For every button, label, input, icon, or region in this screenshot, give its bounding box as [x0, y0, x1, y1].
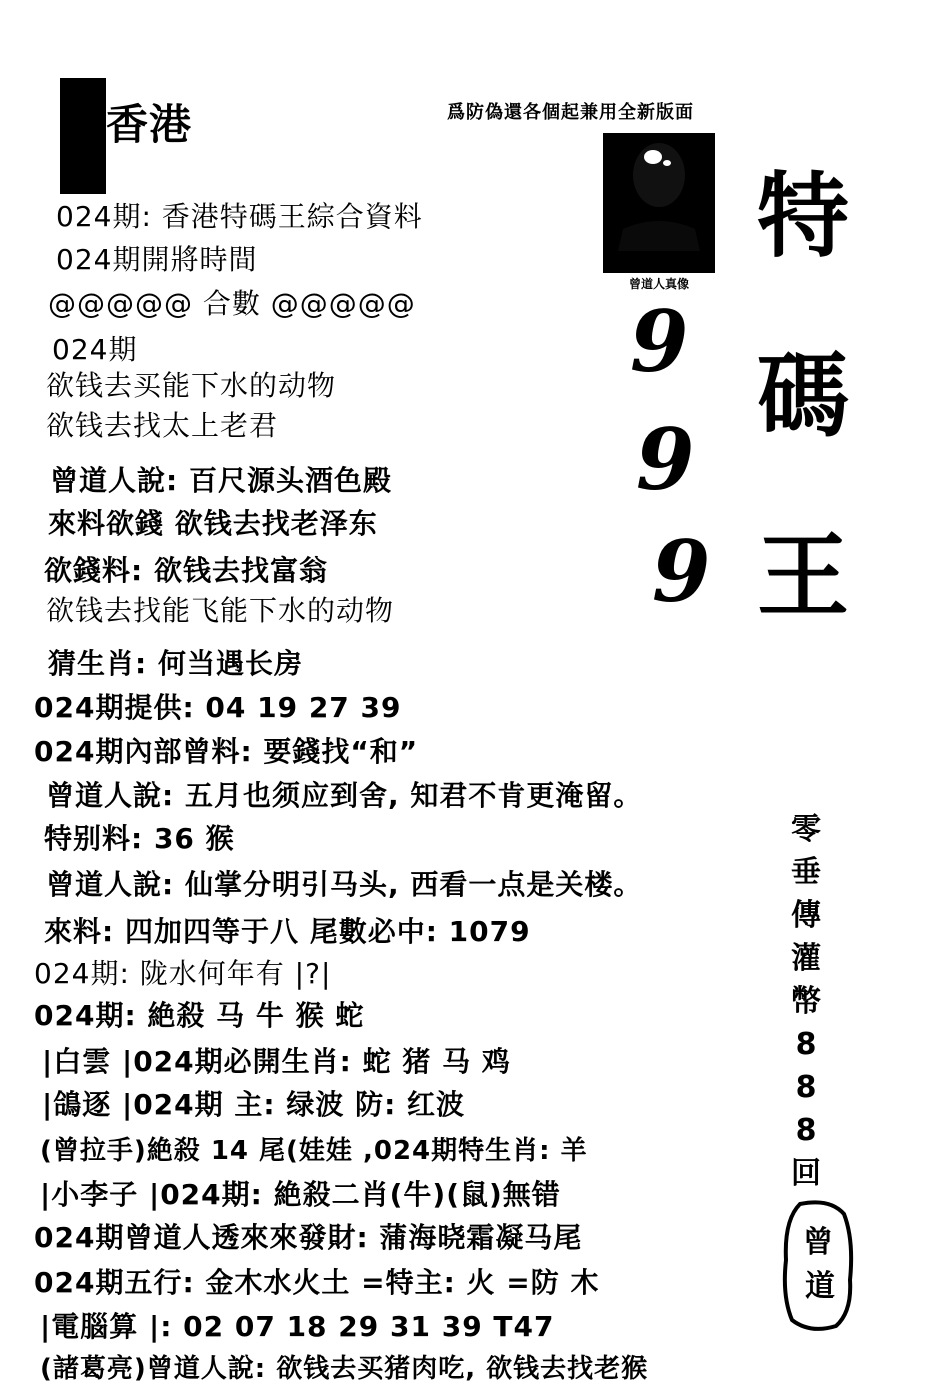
- text-line: |電腦算 |: 02 07 18 29 31 39 T47: [40, 1310, 555, 1343]
- hongkong-logo: [60, 78, 210, 196]
- text-line: @@@@@ 合數 @@@@@: [48, 287, 416, 320]
- svg-text:曾: 曾: [803, 1225, 833, 1260]
- portrait-silhouette-icon: [603, 133, 715, 273]
- text-line: 024期開將時間: [56, 243, 258, 276]
- text-line: (曾拉手)絶殺 14 尾(娃娃 ,024期特生肖: 羊: [40, 1136, 588, 1166]
- seal-stamp: [780, 1200, 856, 1332]
- text-line: 猜生肖: 何当遇长房: [48, 647, 303, 680]
- text-line: 欲钱去找太上老君: [46, 409, 279, 442]
- tag-char: 零: [791, 812, 821, 847]
- title-char-1: 特: [757, 162, 850, 270]
- tag-char: 傳: [791, 898, 821, 933]
- text-line: 曾道人說: 仙掌分明引马头, 西看一点是关楼。: [46, 868, 643, 901]
- text-line: |鴿逐 |024期 主: 绿波 防: 红波: [42, 1088, 466, 1121]
- text-line: 024期曾道人透來來發財: 蒲海晓霜凝马尾: [34, 1221, 583, 1254]
- text-line: 024期提供: 04 19 27 39: [34, 691, 402, 724]
- text-line: 024期內部曾料: 要錢找“和”: [34, 735, 419, 768]
- text-line: |白雲 |024期必開生肖: 蛇 猪 马 鸡: [42, 1045, 511, 1078]
- text-line: 曾道人說: 五月也须应到舍, 知君不肯更淹留。: [46, 779, 643, 812]
- text-line: 來料欲錢 欲钱去找老泽东: [48, 507, 378, 540]
- tag-char: 8: [795, 1113, 817, 1148]
- title-char-3: 王: [757, 522, 850, 630]
- tag-char: 垂: [791, 855, 821, 890]
- tag-char: 幣: [791, 984, 821, 1019]
- text-line: 024期: 陇水何年有 |?|: [34, 957, 332, 990]
- tag-char: 8: [795, 1027, 817, 1062]
- text-line: 024期五行: 金木水火土 =特主: 火 =防 木: [34, 1266, 600, 1299]
- text-line: 欲钱去买能下水的动物: [46, 369, 337, 402]
- vertical-tag: [786, 808, 826, 1195]
- nine-digit-2: 9: [636, 410, 695, 509]
- title-char-2: 碼: [757, 342, 850, 450]
- text-line: (諸葛亮)曾道人說: 欲钱去买猪肉吃, 欲钱去找老猴: [40, 1354, 649, 1384]
- text-line: 024期: [52, 333, 138, 366]
- tag-char: 灌: [791, 941, 821, 976]
- anti-counterfeit-notice: 爲防偽還各個起兼用全新版面: [447, 102, 694, 123]
- portrait-caption: 曾道人真像: [628, 277, 689, 291]
- nine-digit-1: 9: [630, 292, 689, 391]
- text-line: 欲钱去找能飞能下水的动物: [46, 594, 395, 627]
- seal-icon: [780, 1200, 856, 1332]
- text-line: |小李子 |024期: 絶殺二肖(牛)(鼠)無错: [40, 1178, 561, 1211]
- title-vertical: [757, 162, 850, 710]
- svg-text:道: 道: [805, 1269, 835, 1304]
- tag-char: 8: [795, 1070, 817, 1105]
- portrait-image: [603, 133, 715, 293]
- text-line: 024期: 絶殺 马 牛 猴 蛇: [34, 999, 365, 1032]
- text-line: 曾道人說: 百尺源头酒色殿: [50, 464, 392, 497]
- text-line: 特别料: 36 猴: [44, 822, 235, 855]
- logo-mark: [60, 78, 106, 194]
- text-line: 024期: 香港特碼王綜合資料: [56, 200, 423, 233]
- text-line: 來料: 四加四等于八 尾數必中: 1079: [44, 915, 531, 948]
- logo-text: 香港: [106, 100, 193, 149]
- text-line: 欲錢料: 欲钱去找富翁: [44, 554, 328, 587]
- tag-char: 回: [791, 1156, 821, 1191]
- nine-digit-3: 9: [652, 522, 711, 621]
